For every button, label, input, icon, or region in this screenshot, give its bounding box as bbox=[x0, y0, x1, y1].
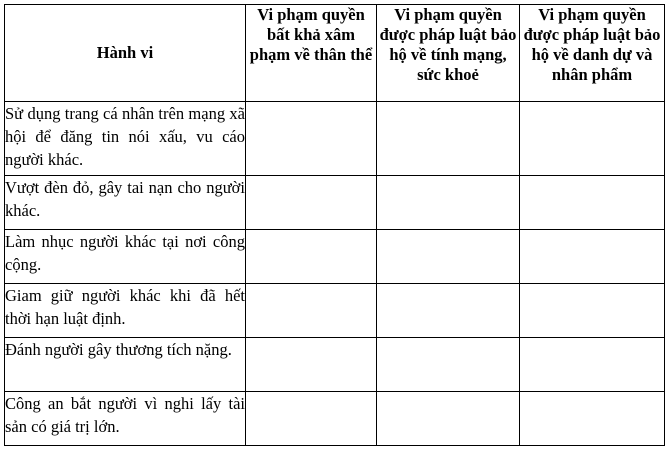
table-header-row bbox=[5, 5, 665, 102]
mark-cell-life-health[interactable] bbox=[377, 102, 520, 176]
header-bodily-inviolability: Vi phạm quyền bất khả xâm phạm về thân thể bbox=[246, 5, 377, 102]
mark-cell-bodily-inviolability[interactable] bbox=[246, 284, 377, 338]
mark-cell-life-health[interactable] bbox=[377, 176, 520, 230]
mark-cell-honor-dignity[interactable] bbox=[520, 230, 665, 284]
table-row bbox=[5, 338, 665, 392]
mark-cell-life-health[interactable] bbox=[377, 338, 520, 392]
table-row bbox=[5, 284, 665, 338]
behavior-text: Vượt đèn đỏ, gây tai nạn cho người khác. bbox=[5, 176, 246, 230]
mark-cell-bodily-inviolability[interactable] bbox=[246, 230, 377, 284]
table-row bbox=[5, 102, 665, 176]
header-honor-dignity-protection: Vi phạm quyền được pháp luật bảo hộ về danh dự và nhân phẩm bbox=[520, 5, 665, 102]
mark-cell-honor-dignity[interactable] bbox=[520, 338, 665, 392]
mark-cell-bodily-inviolability[interactable] bbox=[246, 102, 377, 176]
behavior-text: Sử dụng trang cá nhân trên mạng xã hội để đăng tin nói xấu, vu cáo người khác. bbox=[5, 102, 246, 176]
mark-cell-honor-dignity[interactable] bbox=[520, 176, 665, 230]
behavior-classification-table bbox=[4, 4, 665, 446]
table-row bbox=[5, 176, 665, 230]
behavior-text: Công an bắt người vì nghi lấy tài sản có giá trị lớn. bbox=[5, 392, 246, 446]
behavior-text: Giam giữ người khác khi đã hết thời hạn luật định. bbox=[5, 284, 246, 338]
worksheet bbox=[4, 4, 664, 446]
table-row bbox=[5, 392, 665, 446]
mark-cell-honor-dignity[interactable] bbox=[520, 392, 665, 446]
behavior-text: Đánh người gây thương tích nặng. bbox=[5, 338, 246, 392]
mark-cell-honor-dignity[interactable] bbox=[520, 102, 665, 176]
behavior-text: Làm nhục người khác tại nơi công cộng. bbox=[5, 230, 246, 284]
mark-cell-honor-dignity[interactable] bbox=[520, 284, 665, 338]
table-row bbox=[5, 230, 665, 284]
mark-cell-bodily-inviolability[interactable] bbox=[246, 392, 377, 446]
mark-cell-life-health[interactable] bbox=[377, 392, 520, 446]
header-life-health-protection: Vi phạm quyền được pháp luật bảo hộ về tính mạng, sức khoẻ bbox=[377, 5, 520, 102]
mark-cell-bodily-inviolability[interactable] bbox=[246, 176, 377, 230]
mark-cell-bodily-inviolability[interactable] bbox=[246, 338, 377, 392]
mark-cell-life-health[interactable] bbox=[377, 284, 520, 338]
header-behavior: Hành vi bbox=[5, 5, 246, 102]
mark-cell-life-health[interactable] bbox=[377, 230, 520, 284]
